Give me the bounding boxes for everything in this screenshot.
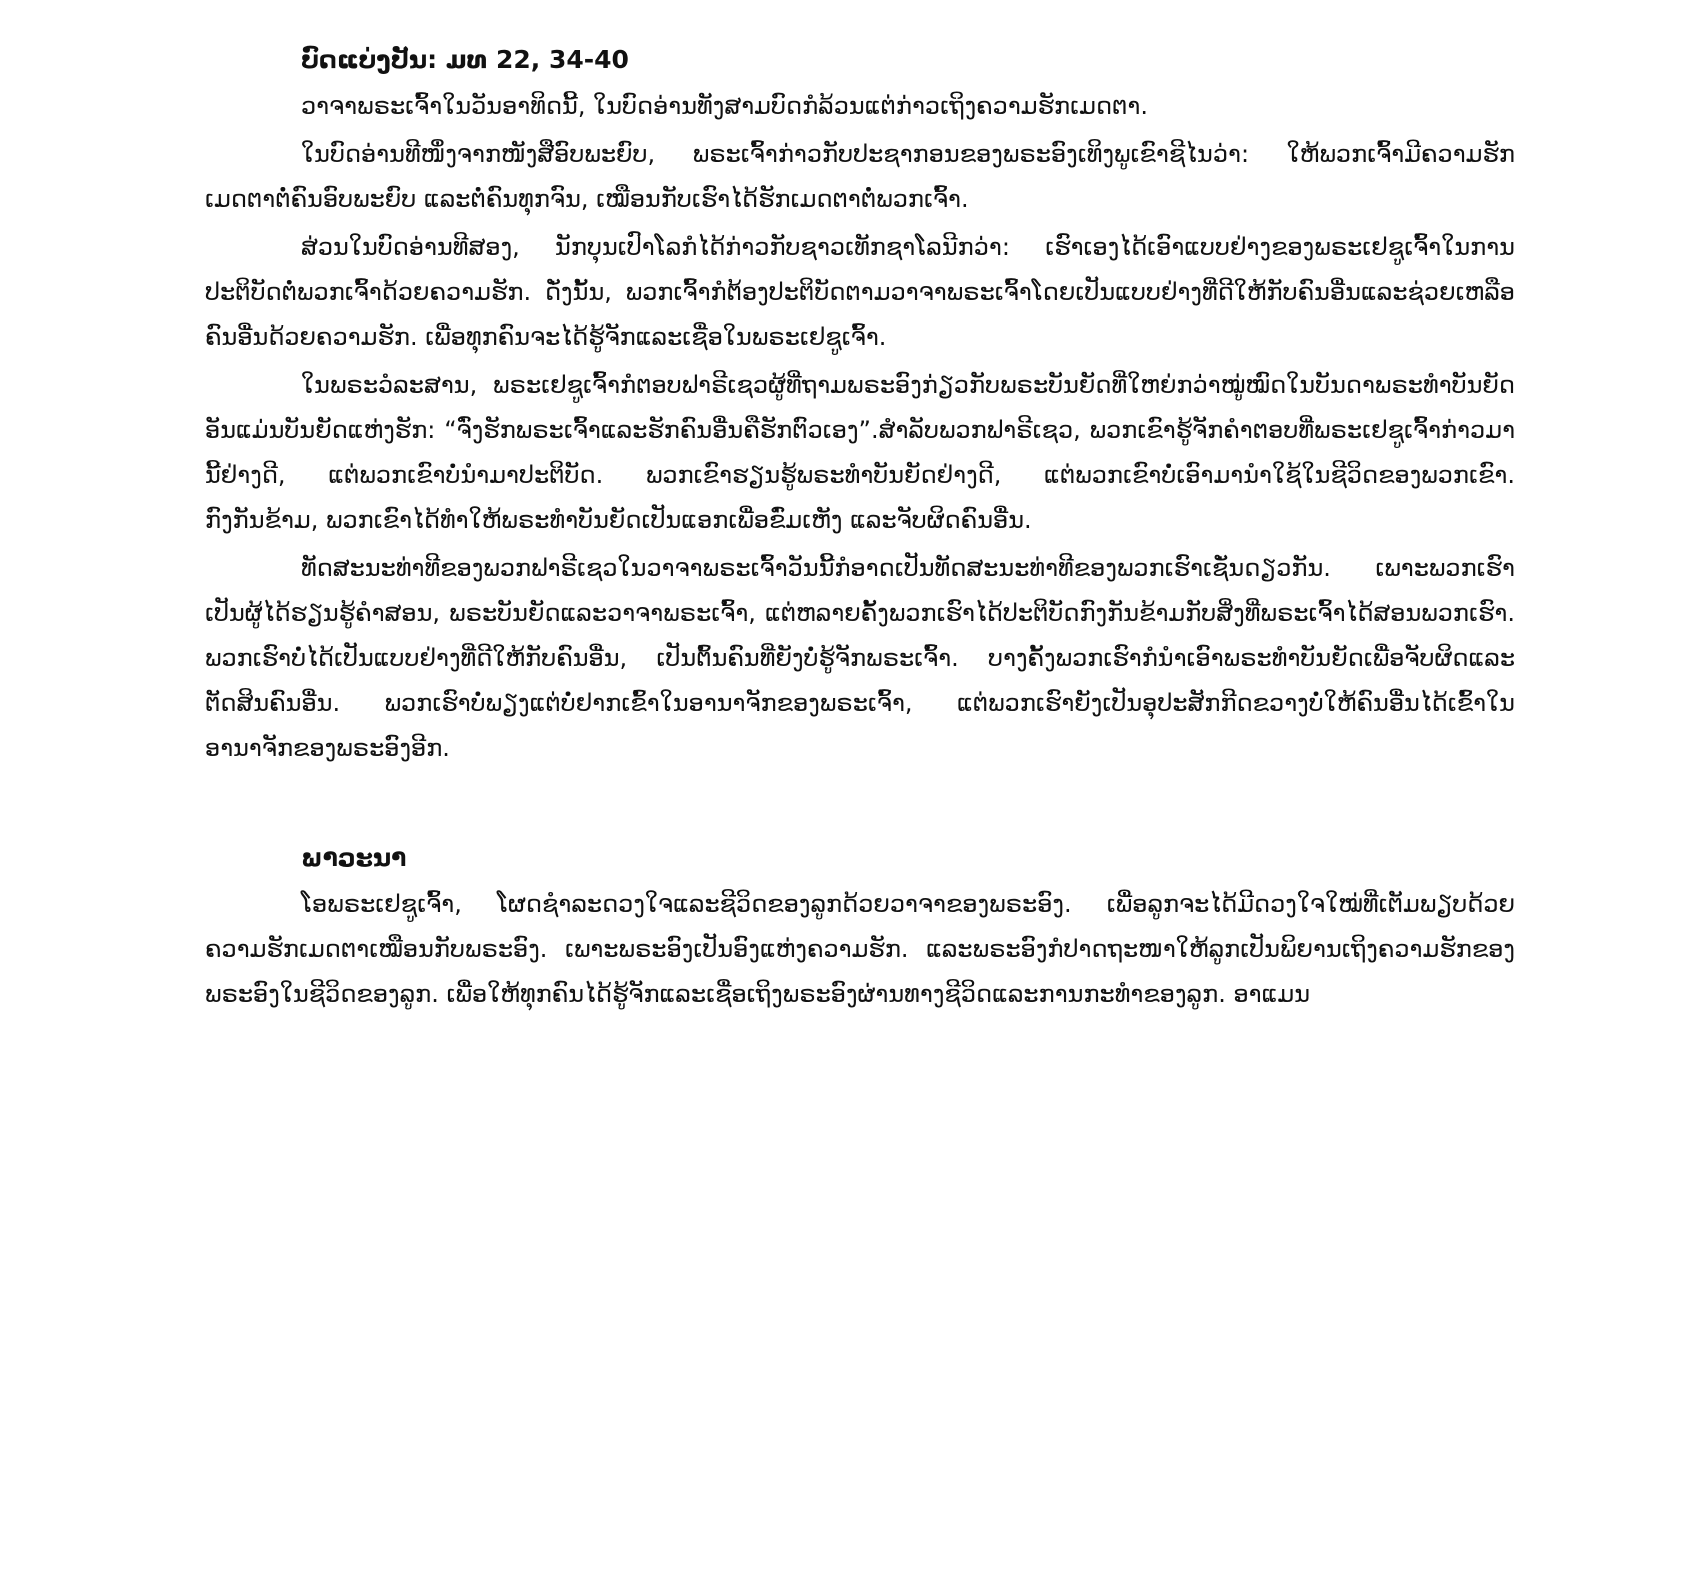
prayer-paragraph: ໂອພຣະເຢຊູເຈົ້າ, ໂຜດຊຳລະດວງໃຈແລະຊີວິດຂອງລູກດ້ວຍວາຈາຂອງພຣະອົງ. ເພື່ອລູກຈະໄດ້ມີດວງໃຈໃໝ່ທີ່ເຕັມພຽບດ້ວຍຄວາມຮັກເມດຕາເໝືອນກັບພຣະອົງ. ເພາະພຣະອົງເປັນອົງແຫ່ງຄວາມຮັກ. ແລະພຣະອົງກໍປາດຖະໜາໃຫ້ລູກເປັນພິຍານເຖິງຄວາມຮັກຂອງພຣະອົງໃນຊີວິດຂອງລູກ. ເພື່ອໃຫ້ທຸກຄົນໄດ້ຮູ້ຈັກແລະເຊື່ອເຖິງພຣະອົງຜ່ານທາງຊີວິດແລະການກະທຳຂອງລູກ. ອາແມນ xyxy=(205,890,1515,1008)
reflection-paragraph-2: ໃນບົດອ່ານທີໜຶ່ງຈາກໜັງສືອົບພະຍົບ, ພຣະເຈົ້າກ່າວກັບປະຊາກອນຂອງພຣະອົງເທິງພູເຂົາຊີໄນວ່າ: ໃຫ້ພວກເຈົ້າມີຄວາມຮັກເມດຕາຕໍ່ຄົນອົບພະຍົບ ແລະຕໍ່ຄົນທຸກຈົນ, ເໝືອນກັບເຮົາໄດ້ຮັກເມດຕາຕໍ່ພວກເຈົ້າ. xyxy=(205,140,1515,213)
reflection-paragraph-3: ສ່ວນໃນບົດອ່ານທີສອງ, ນັກບຸນເປົາໂລກໍໄດ້ກ່າວກັບຊາວເທັກຊາໂລນີກວ່າ: ເຮົາເອງໄດ້ເອົາແບບຢ່າງຂອງພຣະເຢຊູເຈົ້າໃນການປະຕິບັດຕໍ່ພວກເຈົ້າດ້ວຍຄວາມຮັກ. ດັ່ງນັ້ນ, ພວກເຈົ້າກໍຕ້ອງປະຕິບັດຕາມວາຈາພຣະເຈົ້າໂດຍເປັນແບບຢ່າງທີ່ດີໃຫ້ກັບຄົນອື່ນແລະຊ່ວຍເຫລືອຄົນອື່ນດ້ວຍຄວາມຮັກ. ເພື່ອທຸກຄົນຈະໄດ້ຮູ້ຈັກແລະເຊື່ອໃນພຣະເຢຊູເຈົ້າ. xyxy=(205,233,1515,351)
document-body xyxy=(205,38,1515,1020)
reflection-heading: ບົດແບ່ງປັນ: ມທ 22, 34-40 xyxy=(301,45,629,74)
prayer-heading: ພາວະນາ xyxy=(301,843,407,872)
section-spacer xyxy=(205,774,1515,836)
reflection-paragraph-1: ວາຈາພຣະເຈົ້າໃນວັນອາທິດນີ້, ໃນບົດອ່ານທັງສາມບົດກໍລ້ວນແຕ່ກ່າວເຖິງຄວາມຮັກເມດຕາ. xyxy=(301,92,1148,120)
reflection-paragraph-5: ທັດສະນະທ່າທີຂອງພວກຟາຣີເຊວໃນວາຈາພຣະເຈົ້າວັນນີ້ກໍອາດເປັນທັດສະນະທ່າທີຂອງພວກເຮົາເຊັ່ນດຽວກັນ. ເພາະພວກເຮົາເປັນຜູ້ໄດ້ຮຽນຮູ້ຄຳສອນ, ພຣະບັນຍັດແລະວາຈາພຣະເຈົ້າ, ແຕ່ຫລາຍຄັ້ງພວກເຮົາໄດ້ປະຕິບັດກົງກັນຂ້າມກັບສິ່ງທີ່ພຣະເຈົ້າໄດ້ສອນພວກເຮົາ. ພວກເຮົາບໍ່ໄດ້ເປັນແບບຢ່າງທີ່ດີໃຫ້ກັບຄົນອື່ນ, ເປັນຕົ້ນຄົນທີ່ຍັງບໍ່ຮູ້ຈັກພຣະເຈົ້າ. ບາງຄັ້ງພວກເຮົາກໍນຳເອົາພຣະທຳບັນຍັດເພື່ອຈັບຜິດແລະຕັດສິນຄົນອື່ນ. ພວກເຮົາບໍ່ພຽງແຕ່ບໍ່ຢາກເຂົ້າໃນອານາຈັກຂອງພຣະເຈົ້າ, ແຕ່ພວກເຮົາຍັງເປັນອຸປະສັກກີດຂວາງບໍ່ໃຫ້ຄົນອື່ນໄດ້ເຂົ້າໃນອານາຈັກຂອງພຣະອົງອີກ. xyxy=(205,554,1515,762)
reflection-paragraph-4: ໃນພຣະວໍລະສານ, ພຣະເຢຊູເຈົ້າກໍຕອບຟາຣີເຊວຜູ້ທີ່ຖາມພຣະອົງກ່ຽວກັບພຣະບັນຍັດທີ່ໃຫຍ່ກວ່າໝູ່ໝົດໃນບັນດາພຣະທຳບັນຍັດອັນແມ່ນບັນຍັດແຫ່ງຮັກ: “ຈົ່ງຮັກພຣະເຈົ້າແລະຮັກຄົນອື່ນຄືຮັກຕົວເອງ”.ສຳລັບພວກຟາຣີເຊວ, ພວກເຂົາຮູ້ຈັກຄຳຕອບທີ່ພຣະເຢຊູເຈົ້າກ່າວມານີ້ຢ່າງດີ, ແຕ່ພວກເຂົາບໍ່ນຳມາປະຕິບັດ. ພວກເຂົາຮຽນຮູ້ພຣະທຳບັນຍັດຢ່າງດີ, ແຕ່ພວກເຂົາບໍ່ເອົາມານຳໃຊ້ໃນຊີວິດຂອງພວກເຂົາ. ກົງກັນຂ້າມ, ພວກເຂົາໄດ້ທຳໃຫ້ພຣະທຳບັນຍັດເປັນແອກເພື່ອຂົ່ມເຫັງ ແລະຈັບຜິດຄົນອື່ນ. xyxy=(205,371,1515,534)
